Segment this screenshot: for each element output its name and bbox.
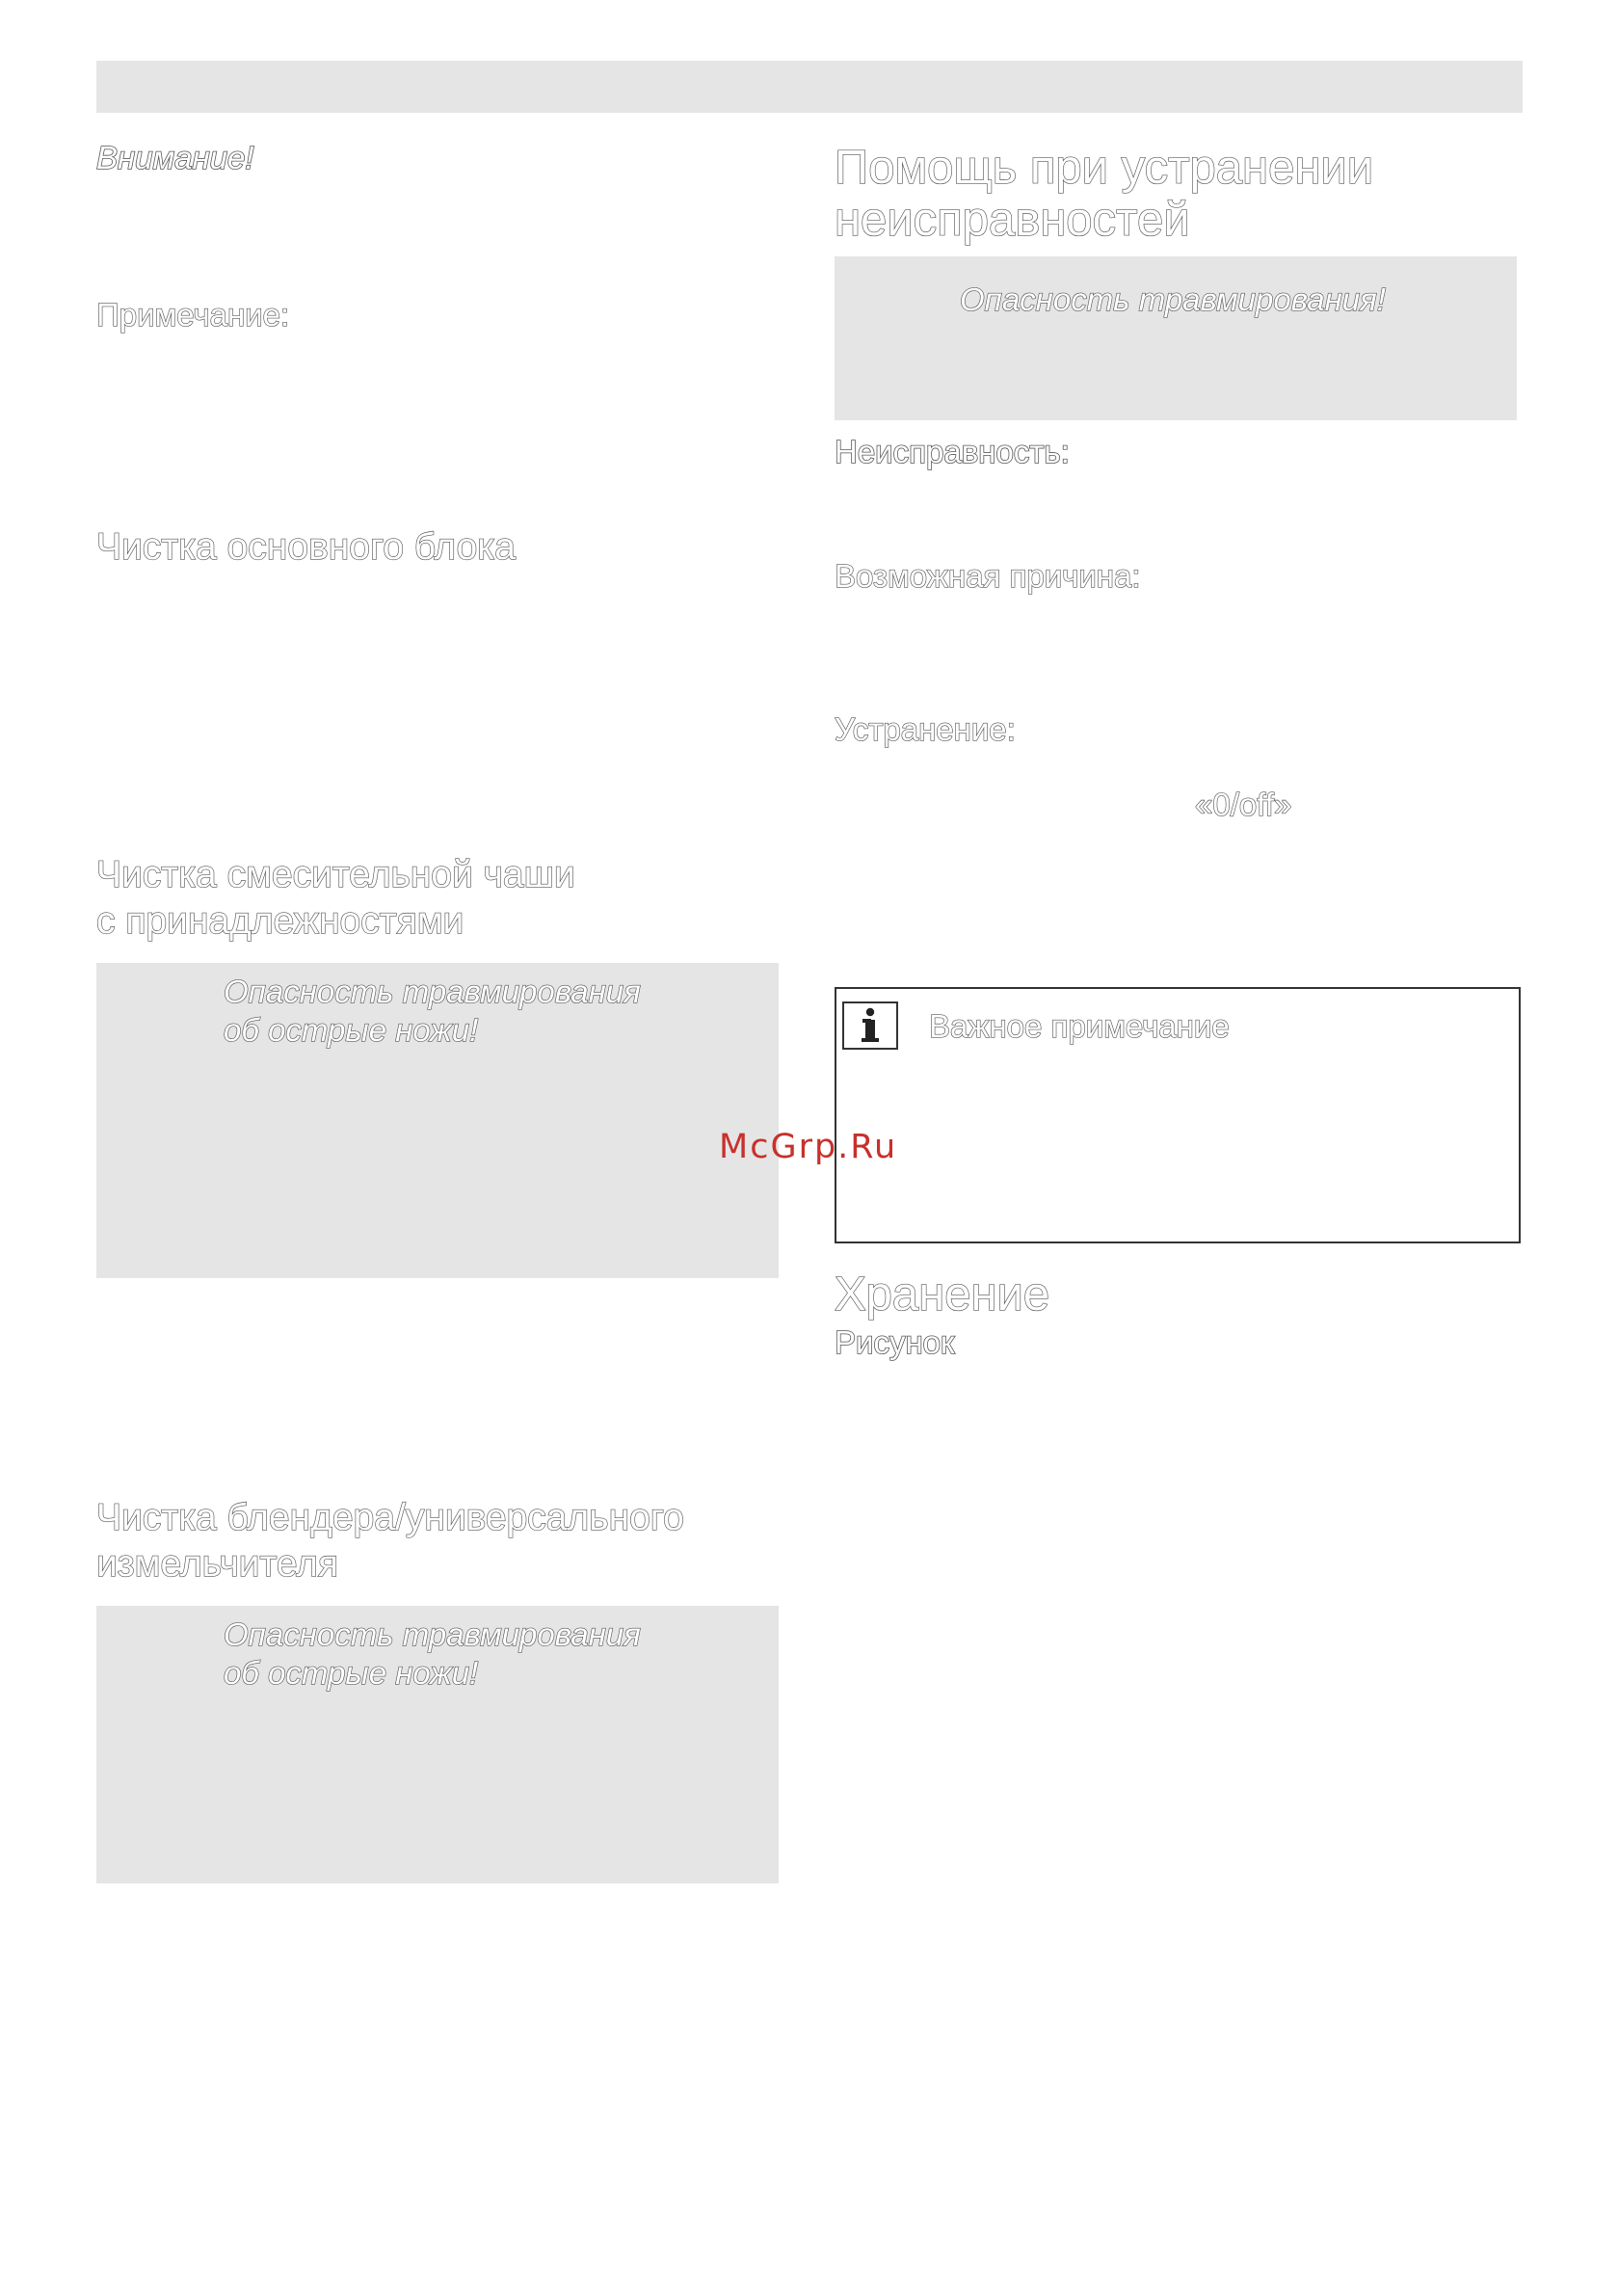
info-icon xyxy=(842,1001,898,1050)
cause-label: Возможная причина: xyxy=(835,558,1141,594)
troubleshooting-title-line1: Помощь при устранении xyxy=(835,142,1374,194)
header-bar xyxy=(96,61,1523,113)
important-note-box xyxy=(835,987,1521,1243)
troubleshooting-title xyxy=(835,142,1373,246)
watermark: McGrp.Ru xyxy=(719,1128,898,1166)
troubleshooting-title-line2: неисправностей xyxy=(835,194,1190,246)
bowl-warning-line1: Опасность травмирования xyxy=(224,974,641,1009)
figure-label: Рисунок xyxy=(835,1324,955,1360)
fault-label: Неисправность: xyxy=(835,434,1070,469)
blender-warning-line2: об острые ножи! xyxy=(224,1655,479,1691)
switch-position: «0/off» xyxy=(1195,787,1292,822)
attention-label: Внимание! xyxy=(96,140,254,175)
section-title-blender-line2: измельчителя xyxy=(96,1543,339,1585)
injury-warning-box xyxy=(835,256,1517,420)
important-note-label: Важное примечание xyxy=(929,1008,1230,1044)
section-title-bowl-line1: Чистка смесительной чаши xyxy=(96,854,575,895)
bowl-warning-line2: об острые ножи! xyxy=(224,1012,479,1048)
bowl-warning-box xyxy=(96,963,779,1278)
remedy-label: Устранение: xyxy=(835,711,1016,747)
blender-warning-box xyxy=(96,1606,779,1883)
blender-warning-line1: Опасность травмирования xyxy=(224,1616,641,1652)
storage-title: Хранение xyxy=(835,1268,1050,1321)
section-title-bowl-line2: с принадлежностями xyxy=(96,900,464,942)
note-label: Примечание: xyxy=(96,297,290,333)
section-title-bowl xyxy=(96,852,575,945)
section-title-main-unit: Чистка основного блока xyxy=(96,526,516,568)
injury-warning-text: Опасность травмирования! xyxy=(960,281,1386,317)
section-title-blender-line1: Чистка блендера/универсального xyxy=(96,1497,684,1538)
section-title-blender xyxy=(96,1495,684,1588)
